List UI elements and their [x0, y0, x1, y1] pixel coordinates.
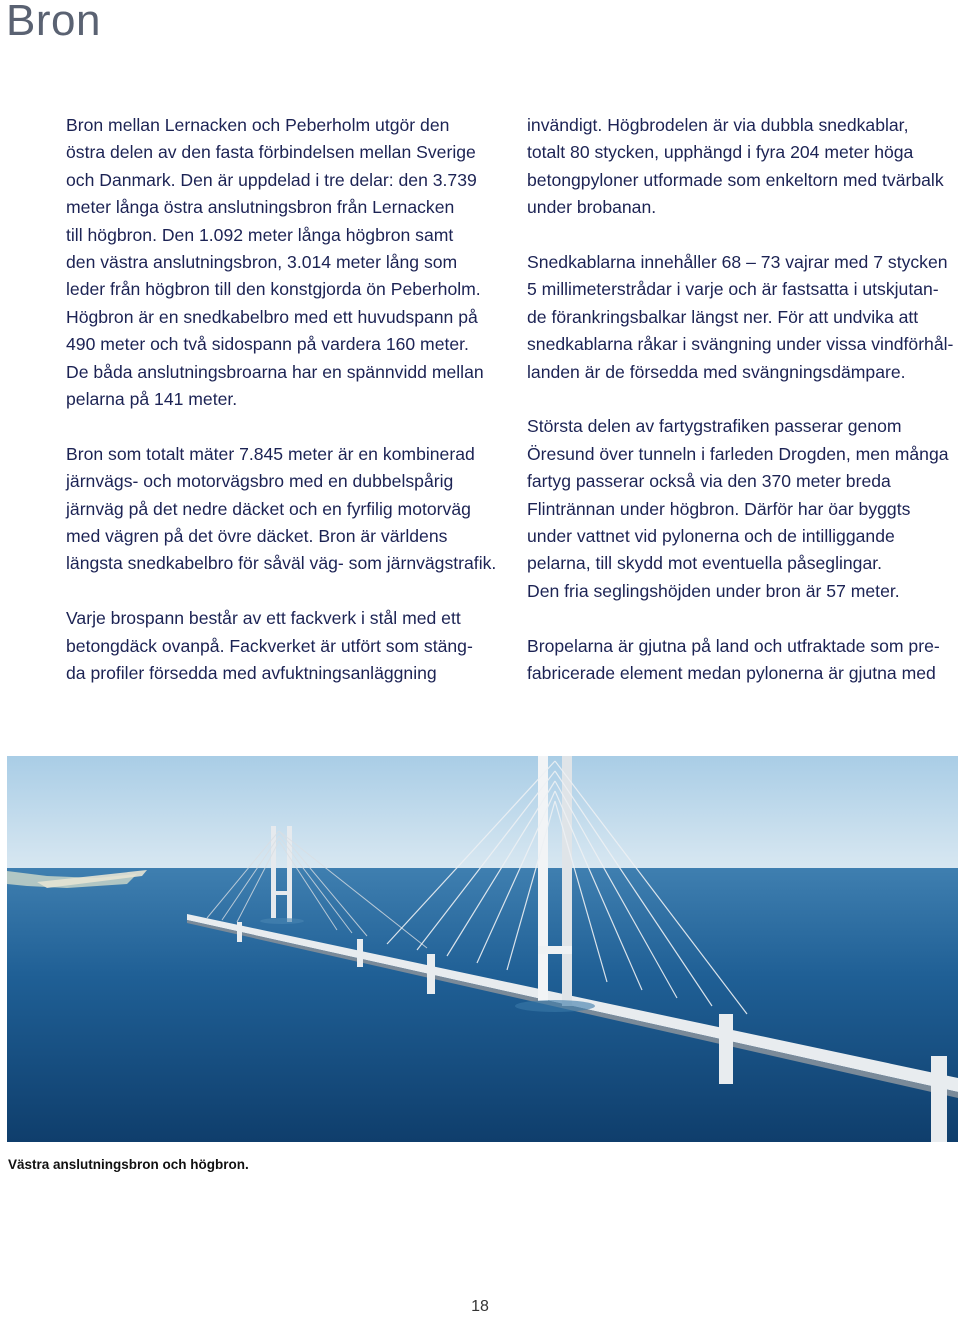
text-line: Öresund över tunneln i farleden Drogden, men många: [527, 443, 949, 464]
paragraph: [527, 413, 960, 605]
text-line: 490 meter och två sidospann på vardera 160 meter.: [66, 334, 469, 355]
left-column: [66, 112, 506, 688]
text-line: under vattnet vid pylonerna och de intilliggande: [527, 526, 895, 547]
paragraph: [66, 112, 506, 413]
text-line: järnväg på det nedre däcket och en fyrfilig motorväg: [66, 498, 471, 519]
text-line: Snedkablarna innehåller 68 – 73 vajrar med 7 stycken: [527, 252, 948, 273]
text-line: med vägren på det övre däcket. Bron är världens: [66, 526, 448, 547]
text-line: Största delen av fartygstrafiken passerar genom: [527, 416, 902, 437]
text-line: längsta snedkabelbro för såväl väg- som järnvägstrafik.: [66, 553, 497, 574]
text-line: Varje brospann består av ett fackverk i stål med ett: [66, 608, 461, 629]
text-line: fabricerade element medan pylonerna är gjutna med: [527, 663, 936, 684]
paragraph: [527, 112, 960, 222]
text-line: östra delen av den fasta förbindelsen mellan Sverige: [66, 142, 476, 163]
text-line: järnvägs- och motorvägsbro med en dubbelspårig: [66, 471, 454, 492]
text-line: betongpyloner utformade som enkeltorn med tvärbalk: [527, 169, 944, 190]
paragraph: [66, 605, 506, 687]
page-number: 18: [471, 1298, 489, 1315]
text-line: Bron mellan Lernacken och Peberholm utgör den: [66, 115, 450, 135]
page-title: Bron: [6, 0, 101, 45]
text-line: landen är de försedda med svängningsdämpare.: [527, 361, 906, 382]
paragraph: [527, 633, 960, 688]
photo-caption: Västra anslutningsbron och högbron.: [8, 1157, 249, 1172]
bridge-photo: [7, 756, 958, 1142]
text-line: leder från högbron till den konstgjorda ön Peberholm.: [66, 279, 481, 300]
text-line: de förankringsbalkar längst ner. För att undvika att: [527, 306, 919, 327]
text-line: pelarna, till skydd mot eventuella påseglingar.: [527, 553, 883, 574]
text-line: 5 millimeterstrådar i varje och är fastsatta i utskjutan-: [527, 279, 939, 300]
text-line: meter långa östra anslutningsbron från Lernacken: [66, 197, 455, 218]
text-line: da profiler försedda med avfuktningsanläggning: [66, 663, 437, 684]
text-line: till högbron. Den 1.092 meter långa högbron samt: [66, 224, 454, 245]
right-column: [527, 112, 960, 687]
paragraph: [527, 249, 960, 386]
text-line: Högbron är en snedkabelbro med ett huvudspann på: [66, 306, 478, 327]
text-line: Bropelarna är gjutna på land och utfraktade som pre-: [527, 635, 940, 656]
text-line: pelarna på 141 meter.: [66, 389, 238, 410]
text-line: och Danmark. Den är uppdelad i tre delar: den 3.739: [66, 169, 477, 190]
text-line: Flintrännan under högbron. Därför har öar byggts: [527, 498, 911, 519]
text-line: den västra anslutningsbron, 3.014 meter lång som: [66, 252, 458, 273]
text-line: snedkablarna råkar i svängning under vissa vindförhål-: [527, 334, 954, 355]
text-line: totalt 80 stycken, upphängd i fyra 204 meter höga: [527, 142, 914, 163]
paragraph: [66, 441, 506, 578]
text-line: betongdäck ovanpå. Fackverket är utfört som stäng-: [66, 635, 473, 656]
text-line: De båda anslutningsbroarna har en spännvidd mellan: [66, 361, 484, 382]
text-line: invändigt. Högbrodelen är via dubbla snedkablar,: [527, 115, 909, 135]
text-line: under brobanan.: [527, 197, 657, 218]
text-line: Bron som totalt mäter 7.845 meter är en kombinerad: [66, 443, 475, 464]
text-line: fartyg passerar också via den 370 meter breda: [527, 471, 891, 492]
text-line: Den fria seglingshöjden under bron är 57 meter.: [527, 580, 900, 601]
